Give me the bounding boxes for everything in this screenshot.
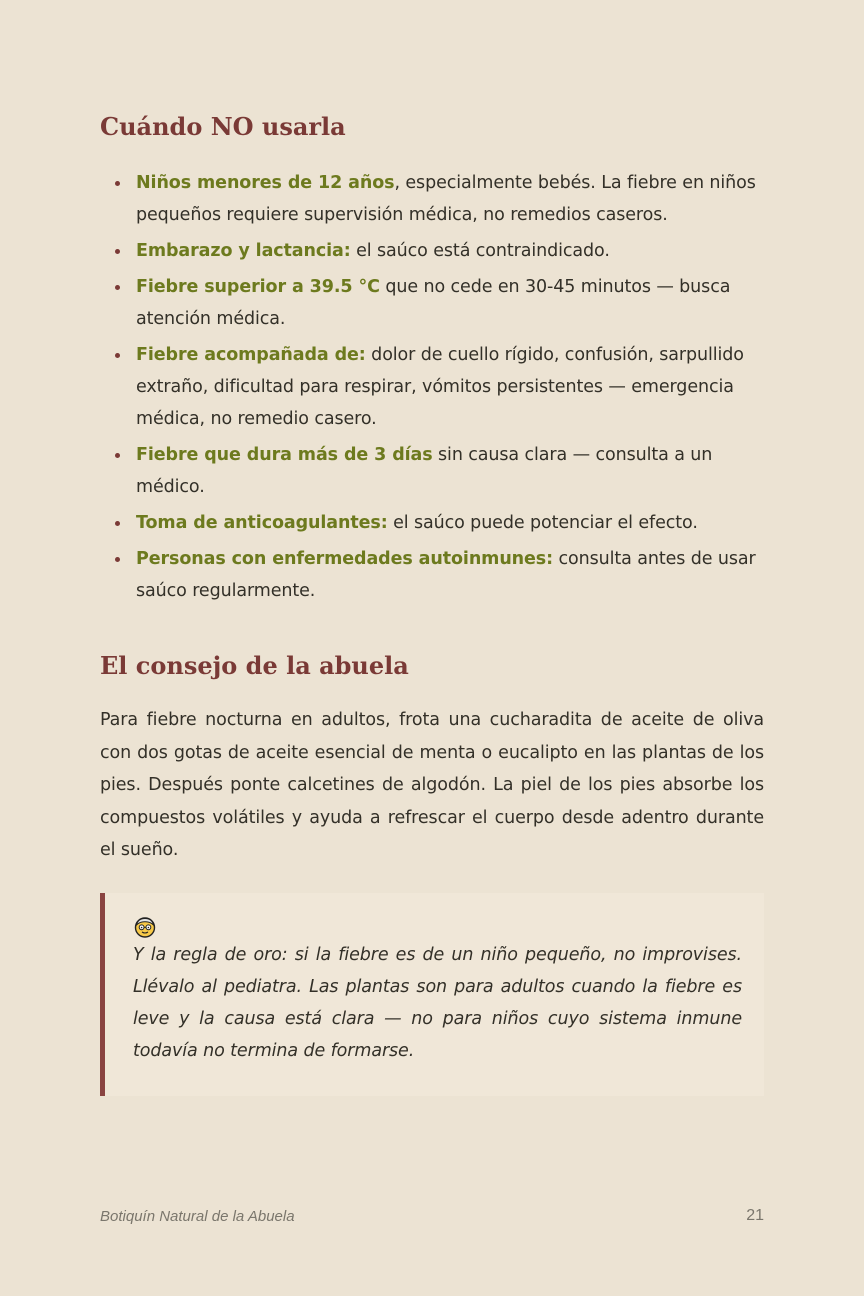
section-heading-advice: El consejo de la abuela <box>100 651 409 680</box>
quote-text: Y la regla de oro: si la fiebre es de un niño pequeño, no improvises. Llévalo al pediatra. Las plantas son para adultos cuando la fiebre es leve y la causa está clara — no para niños cuyo sistema inmune todavía no termina de formarse. <box>133 945 742 1061</box>
footer-book-title: Botiquín Natural de la Abuela <box>100 1208 295 1225</box>
list-item <box>136 543 764 607</box>
list-item-text: dolor de cuello rígido, confusión, sarpullido extraño, dificultad para respirar, vómitos persistentes — emergencia médica, no remedio casero. <box>136 345 744 429</box>
list-item <box>136 339 764 435</box>
list-item-highlight: Toma de anticoagulantes: <box>136 513 388 533</box>
section-heading-when-not: Cuándo NO usarla <box>100 112 346 141</box>
list-item-highlight: Niños menores de 12 años <box>136 173 395 193</box>
list-item-highlight: Fiebre que dura más de 3 días <box>136 445 433 465</box>
list-item-text: , especialmente bebés. La fiebre en niños pequeños requiere supervisión médica, no remedios caseros. <box>136 173 756 225</box>
list-item-text: el saúco está contraindicado. <box>350 241 610 261</box>
list-item <box>136 167 764 231</box>
advice-paragraph: Para fiebre nocturna en adultos, frota una cucharadita de aceite de oliva con dos gotas de aceite esencial de menta o eucalipto en las plantas de los pies. Después ponte calcetines de algodón. La piel de los pies absorbe los compuestos volátiles y ayuda a refrescar el cuerpo desde adentro durante el sueño. <box>100 710 764 860</box>
list-item-highlight: Fiebre superior a 39.5 °C <box>136 277 380 297</box>
page-number: 21 <box>746 1207 764 1224</box>
list-item <box>136 439 764 503</box>
list-item-text: sin causa clara — consulta a un médico. <box>136 445 713 497</box>
list-item-text: que no cede en 30-45 minutos — busca atención médica. <box>136 277 731 329</box>
list-item-text: el saúco puede potenciar el efecto. <box>387 513 698 533</box>
grandmother-face-icon <box>133 915 157 939</box>
list-item-highlight: Embarazo y lactancia: <box>136 241 351 261</box>
list-item <box>136 507 764 539</box>
list-item <box>136 235 764 267</box>
list-item <box>136 271 764 335</box>
list-item-highlight: Personas con enfermedades autoinmunes: <box>136 549 554 569</box>
contraindications-list <box>100 167 764 611</box>
list-item-text: consulta antes de usar saúco regularmente. <box>136 549 756 601</box>
list-item-highlight: Fiebre acompañada de: <box>136 345 366 365</box>
grandma-quote-callout <box>100 893 764 1096</box>
